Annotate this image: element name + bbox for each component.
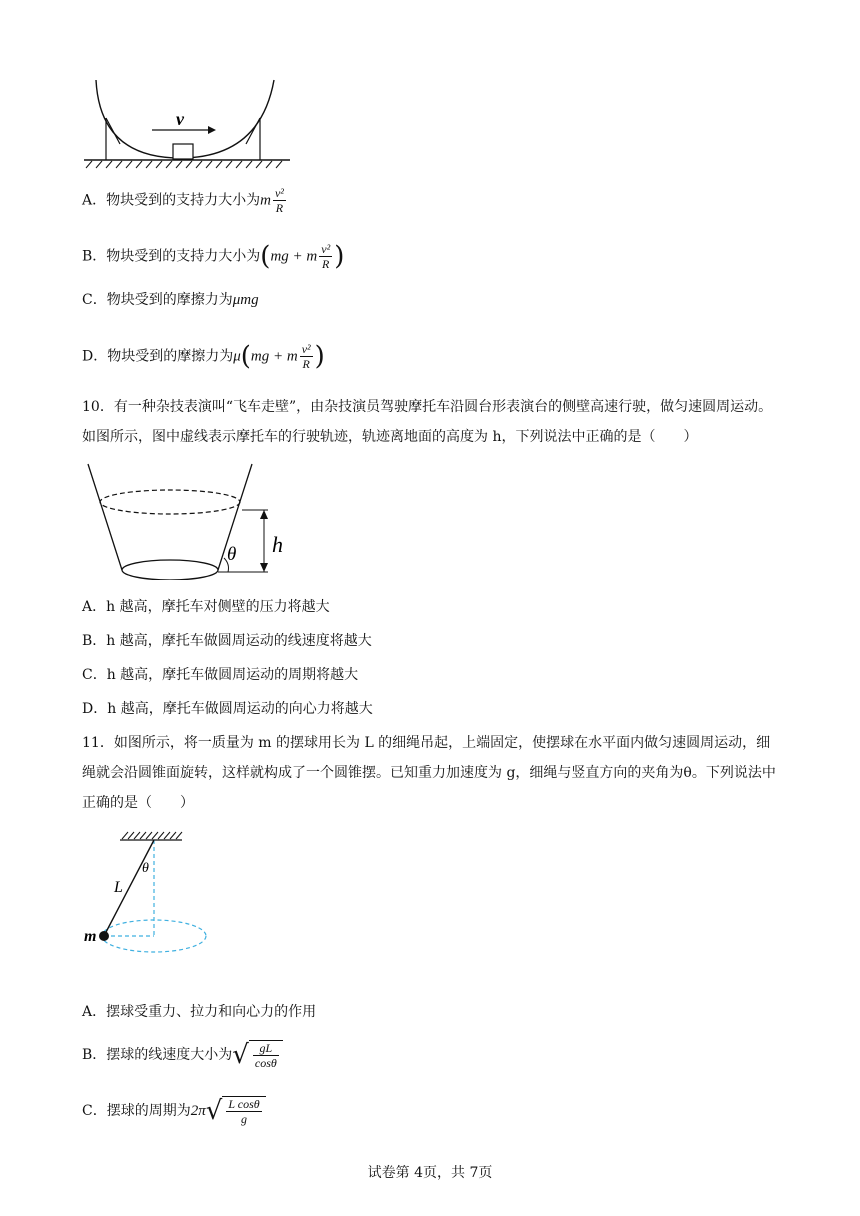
q10-option-d: D．h 越高，摩托车做圆周运动的向心力将越大 <box>82 701 373 717</box>
cone-stage-figure <box>84 462 304 580</box>
conical-pendulum-figure <box>80 826 230 962</box>
q10-option-b: B．h 越高，摩托车做圆周运动的线速度将越大 <box>82 633 372 649</box>
q9-option-b: B．物块受到的支持力大小为(mg + m $\frac{\text{v²}}{R}$ ) <box>82 241 345 272</box>
angle-theta-label: θ <box>142 861 149 876</box>
theta-label: θ <box>227 544 237 565</box>
q11-option-c: C．摆球的周期为2π√ $\frac{\text{L cosθ}}{g}$ <box>82 1096 266 1126</box>
q9-option-a: A．物块受到的支持力大小为m $\frac{\text{v²}}{R}$ <box>82 186 284 215</box>
mass-label: m <box>84 928 97 945</box>
bowl-figure <box>80 78 300 170</box>
question-10-text: 10．有一种杂技表演叫“飞车走壁”，由杂技演员驾驶摩托车沿圆台形表演台的侧壁高速行驶，做匀速圆周运动。如图所示，图中虚线表示摩托车的行驶轨迹，轨迹离地面的高度为 h，下列说法中正确的是（ ） <box>82 399 773 445</box>
q11-option-b: B．摆球的线速度大小为√ $\frac{gL}{\cos\theta}$ <box>82 1040 283 1070</box>
q9-option-c: C．物块受到的摩擦力为μmg <box>82 292 259 308</box>
page-footer: 试卷第 4页，共 7页 <box>367 1165 493 1181</box>
height-label: h <box>272 532 283 557</box>
string-length-label: L <box>114 879 123 896</box>
q9-option-d: D．物块受到的摩擦力为μ(mg + m $\frac{\text{v²}}{R}$ ) <box>82 341 325 372</box>
q10-option-c: C．h 越高，摩托车做圆周运动的周期将越大 <box>82 667 359 683</box>
q11-option-a: A．摆球受重力、拉力和向心力的作用 <box>82 1004 317 1020</box>
q10-option-a: A．h 越高，摩托车对侧壁的压力将越大 <box>82 599 330 615</box>
question-11-text: 11．如图所示，将一质量为 m 的摆球用长为 L 的细绳吊起，上端固定，使摆球在水平面内做匀速圆周运动，细绳就会沿圆锥面旋转，这样就构成了一个圆锥摆。已知重力加速度为 g，细绳与竖直方向的夹角为θ。下列说法中正确的是（ ） <box>82 735 776 811</box>
velocity-label: v <box>176 109 184 129</box>
